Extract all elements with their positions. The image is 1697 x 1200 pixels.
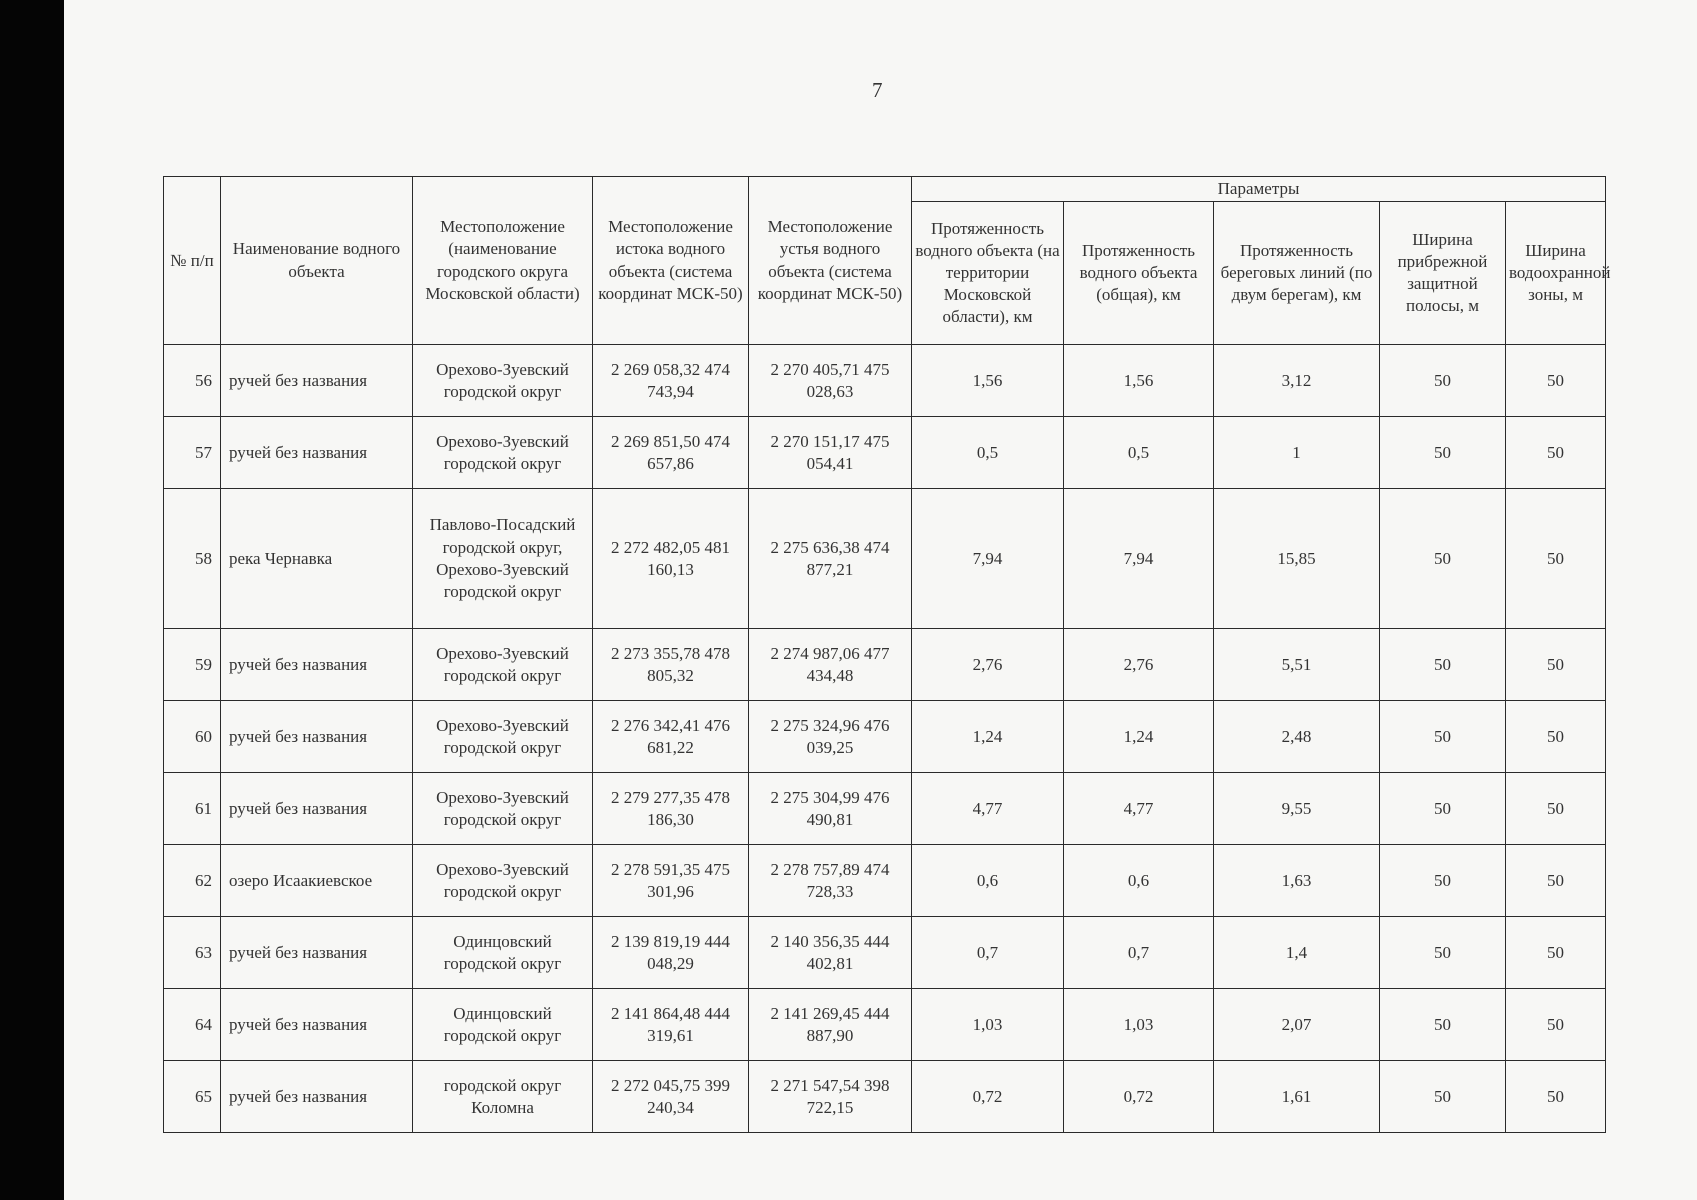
cell-protection-zone: 50 (1506, 1061, 1606, 1133)
cell-length-total: 1,03 (1064, 989, 1214, 1061)
cell-num: 63 (164, 917, 221, 989)
header-mouth: Местоположение устья водного объекта (система координат МСК-50) (749, 177, 912, 345)
cell-shore-length: 5,51 (1214, 629, 1380, 701)
cell-length-region: 0,6 (912, 845, 1064, 917)
cell-length-region: 0,72 (912, 1061, 1064, 1133)
cell-protection-zone: 50 (1506, 417, 1606, 489)
cell-mouth: 2 141 269,45 444 887,90 (749, 989, 912, 1061)
cell-length-total: 1,24 (1064, 701, 1214, 773)
cell-num: 61 (164, 773, 221, 845)
cell-coastal-strip: 50 (1380, 701, 1506, 773)
cell-num: 59 (164, 629, 221, 701)
cell-protection-zone: 50 (1506, 701, 1606, 773)
cell-source: 2 279 277,35 478 186,30 (593, 773, 749, 845)
cell-source: 2 141 864,48 444 319,61 (593, 989, 749, 1061)
table-row (164, 701, 1606, 773)
cell-coastal-strip: 50 (1380, 417, 1506, 489)
cell-shore-length: 9,55 (1214, 773, 1380, 845)
cell-num: 64 (164, 989, 221, 1061)
cell-shore-length: 1,61 (1214, 1061, 1380, 1133)
cell-length-total: 0,6 (1064, 845, 1214, 917)
cell-length-region: 0,7 (912, 917, 1064, 989)
cell-source: 2 273 355,78 478 805,32 (593, 629, 749, 701)
cell-coastal-strip: 50 (1380, 989, 1506, 1061)
header-length-total: Протяженность водного объекта (общая), км (1064, 202, 1214, 345)
cell-length-total: 7,94 (1064, 489, 1214, 629)
table-row (164, 845, 1606, 917)
cell-source: 2 276 342,41 476 681,22 (593, 701, 749, 773)
cell-protection-zone: 50 (1506, 989, 1606, 1061)
cell-name: озеро Исаакиевское (221, 845, 413, 917)
cell-location: Орехово-Зуевский городской округ (413, 345, 593, 417)
cell-protection-zone: 50 (1506, 917, 1606, 989)
cell-mouth: 2 275 324,96 476 039,25 (749, 701, 912, 773)
cell-shore-length: 2,07 (1214, 989, 1380, 1061)
cell-coastal-strip: 50 (1380, 345, 1506, 417)
cell-shore-length: 1 (1214, 417, 1380, 489)
cell-mouth: 2 271 547,54 398 722,15 (749, 1061, 912, 1133)
cell-length-region: 1,24 (912, 701, 1064, 773)
cell-length-region: 7,94 (912, 489, 1064, 629)
cell-shore-length: 1,4 (1214, 917, 1380, 989)
cell-shore-length: 3,12 (1214, 345, 1380, 417)
cell-mouth: 2 270 151,17 475 054,41 (749, 417, 912, 489)
cell-num: 56 (164, 345, 221, 417)
cell-source: 2 272 482,05 481 160,13 (593, 489, 749, 629)
page-number: 7 (872, 78, 883, 102)
cell-coastal-strip: 50 (1380, 489, 1506, 629)
table-row (164, 629, 1606, 701)
cell-protection-zone: 50 (1506, 845, 1606, 917)
header-parameters: Параметры (912, 177, 1606, 202)
cell-length-total: 1,56 (1064, 345, 1214, 417)
cell-num: 57 (164, 417, 221, 489)
cell-length-total: 2,76 (1064, 629, 1214, 701)
header-location: Местоположение (наименование городского округа Московской области) (413, 177, 593, 345)
cell-mouth: 2 275 636,38 474 877,21 (749, 489, 912, 629)
cell-protection-zone: 50 (1506, 629, 1606, 701)
cell-location: Одинцовский городской округ (413, 989, 593, 1061)
cell-coastal-strip: 50 (1380, 773, 1506, 845)
cell-location: Орехово-Зуевский городской округ (413, 629, 593, 701)
cell-coastal-strip: 50 (1380, 845, 1506, 917)
header-protection-zone: Ширина водоохранной зоны, м (1506, 202, 1606, 345)
cell-protection-zone: 50 (1506, 345, 1606, 417)
cell-name: ручей без названия (221, 773, 413, 845)
cell-shore-length: 1,63 (1214, 845, 1380, 917)
water-objects-table (163, 176, 1611, 1133)
cell-mouth: 2 274 987,06 477 434,48 (749, 629, 912, 701)
cell-name: ручей без названия (221, 417, 413, 489)
cell-location: Павлово-Посадский городской округ, Орехово-Зуевский городской округ (413, 489, 593, 629)
table-row (164, 1061, 1606, 1133)
cell-length-total: 0,5 (1064, 417, 1214, 489)
cell-source: 2 269 851,50 474 657,86 (593, 417, 749, 489)
scan-black-edge (0, 0, 64, 1200)
cell-length-total: 0,72 (1064, 1061, 1214, 1133)
cell-name: ручей без названия (221, 989, 413, 1061)
cell-length-region: 2,76 (912, 629, 1064, 701)
cell-length-region: 4,77 (912, 773, 1064, 845)
cell-name: ручей без названия (221, 917, 413, 989)
header-num: № п/п (164, 177, 221, 345)
cell-location: Орехово-Зуевский городской округ (413, 773, 593, 845)
table-row (164, 773, 1606, 845)
table-row (164, 917, 1606, 989)
cell-name: ручей без названия (221, 629, 413, 701)
header-source: Местоположение истока водного объекта (система координат МСК-50) (593, 177, 749, 345)
cell-protection-zone: 50 (1506, 773, 1606, 845)
table-row (164, 345, 1606, 417)
cell-source: 2 272 045,75 399 240,34 (593, 1061, 749, 1133)
cell-num: 60 (164, 701, 221, 773)
cell-mouth: 2 140 356,35 444 402,81 (749, 917, 912, 989)
cell-coastal-strip: 50 (1380, 1061, 1506, 1133)
table-row (164, 417, 1606, 489)
cell-coastal-strip: 50 (1380, 917, 1506, 989)
cell-name: ручей без названия (221, 701, 413, 773)
cell-shore-length: 2,48 (1214, 701, 1380, 773)
cell-protection-zone: 50 (1506, 489, 1606, 629)
cell-length-total: 4,77 (1064, 773, 1214, 845)
cell-location: Одинцовский городской округ (413, 917, 593, 989)
table-row (164, 489, 1606, 629)
cell-source: 2 139 819,19 444 048,29 (593, 917, 749, 989)
cell-mouth: 2 270 405,71 475 028,63 (749, 345, 912, 417)
header-shore-length: Протяженность береговых линий (по двум берегам), км (1214, 202, 1380, 345)
cell-num: 62 (164, 845, 221, 917)
cell-num: 65 (164, 1061, 221, 1133)
cell-source: 2 269 058,32 474 743,94 (593, 345, 749, 417)
cell-name: ручей без названия (221, 345, 413, 417)
cell-source: 2 278 591,35 475 301,96 (593, 845, 749, 917)
cell-length-region: 1,03 (912, 989, 1064, 1061)
cell-name: река Чернавка (221, 489, 413, 629)
header-length-region: Протяженность водного объекта (на территории Московской области), км (912, 202, 1064, 345)
cell-location: городской округ Коломна (413, 1061, 593, 1133)
header-coastal-strip: Ширина прибрежной защитной полосы, м (1380, 202, 1506, 345)
table-row (164, 989, 1606, 1061)
cell-shore-length: 15,85 (1214, 489, 1380, 629)
header-name: Наименование водного объекта (221, 177, 413, 345)
cell-mouth: 2 275 304,99 476 490,81 (749, 773, 912, 845)
cell-name: ручей без названия (221, 1061, 413, 1133)
cell-num: 58 (164, 489, 221, 629)
cell-location: Орехово-Зуевский городской округ (413, 701, 593, 773)
cell-coastal-strip: 50 (1380, 629, 1506, 701)
cell-location: Орехово-Зуевский городской округ (413, 845, 593, 917)
cell-length-region: 1,56 (912, 345, 1064, 417)
cell-length-region: 0,5 (912, 417, 1064, 489)
cell-location: Орехово-Зуевский городской округ (413, 417, 593, 489)
cell-length-total: 0,7 (1064, 917, 1214, 989)
cell-mouth: 2 278 757,89 474 728,33 (749, 845, 912, 917)
